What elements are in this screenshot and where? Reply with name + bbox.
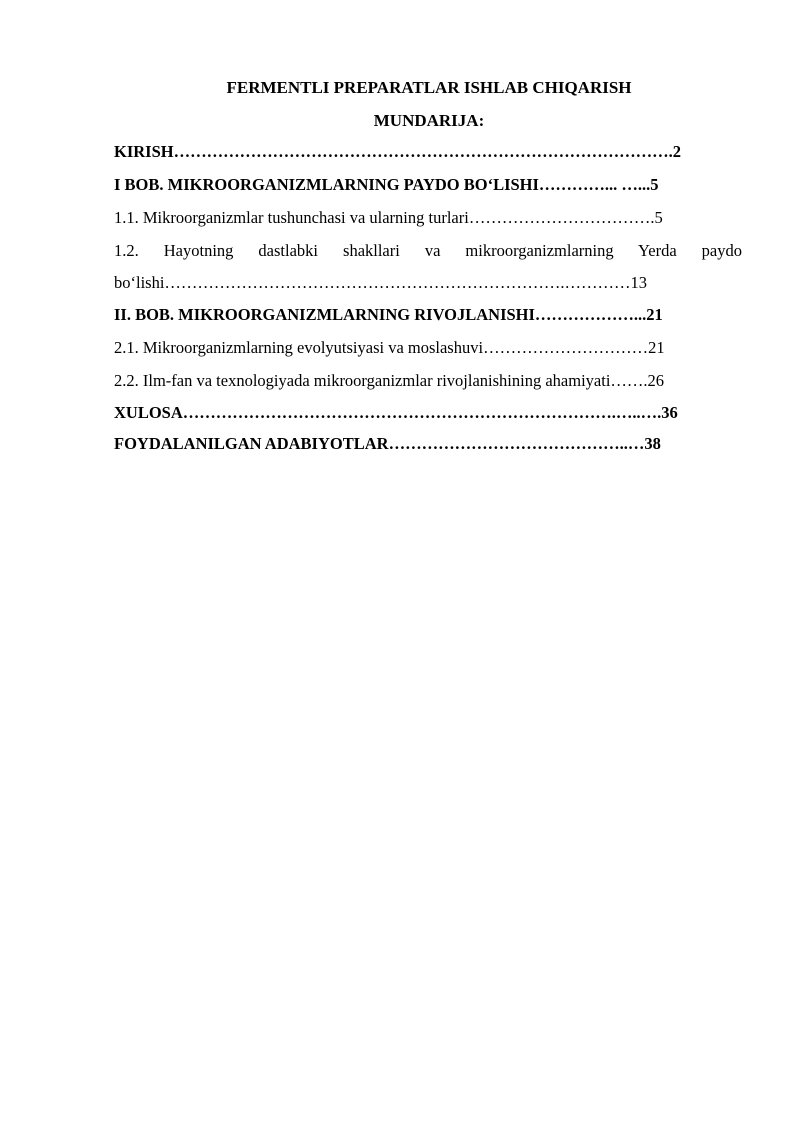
toc-entry-xulosa[interactable]: XULOSA…………………………………………………………………….…..….36	[114, 403, 678, 422]
toc-entry-1-2-continued[interactable]: bo‘lishi……………………………………………………………….…………13	[114, 273, 648, 292]
toc-entry-2-1[interactable]: 2.1. Mikroorganizmlarning evolyutsiyasi va moslashuvi…………………………21	[114, 338, 665, 357]
toc-entry-kirish[interactable]: KIRISH……………………………………………………………………………….2	[114, 142, 681, 161]
toc-heading: MUNDARIJA:	[373, 111, 485, 130]
toc-entry-chapter-1[interactable]: I BOB. MIKROORGANIZMLARNING PAYDO BO‘LISHI…………... …...5	[114, 175, 659, 194]
toc-entry-chapter-2[interactable]: II. BOB. MIKROORGANIZMLARNING RIVOJLANISHI………………...21	[114, 305, 663, 324]
toc-entry-bibliography[interactable]: FOYDALANILGAN ADABIYOTLAR……………………………………..…38	[114, 434, 661, 453]
toc-entry-2-2[interactable]: 2.2. Ilm-fan va texnologiyada mikroorganizmlar rivojlanishining ahamiyati…….26	[114, 371, 665, 390]
toc-entry-1-2[interactable]: 1.2. Hayotning dastlabki shakllari va mikroorganizmlarning Yerda paydo	[114, 241, 742, 260]
toc-entry-1-1[interactable]: 1.1. Mikroorganizmlar tushunchasi va ularning turlari…………………………….5	[114, 208, 663, 227]
document-title: FERMENTLI PREPARATLAR ISHLAB CHIQARISH	[226, 78, 632, 97]
